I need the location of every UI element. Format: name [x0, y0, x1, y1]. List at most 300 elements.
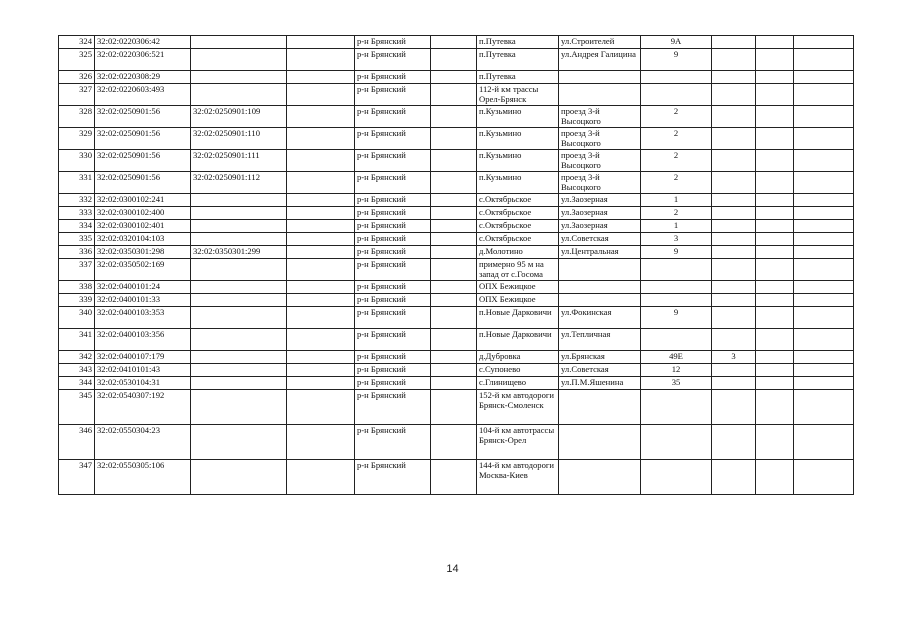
empty-cell [287, 49, 355, 71]
empty-cell [794, 377, 854, 390]
empty-cell [756, 246, 794, 259]
empty-cell [431, 84, 477, 106]
empty-cell [431, 172, 477, 194]
cadastral-number: 32:02:0300102:401 [95, 220, 191, 233]
district: р-н Брянский [355, 425, 431, 460]
related-cadastral-number [191, 259, 287, 281]
table-row [59, 259, 854, 281]
cadastral-number: 32:02:0220308:29 [95, 71, 191, 84]
building-number [712, 36, 756, 49]
row-number: 328 [59, 106, 95, 128]
cadastral-number: 32:02:0220603:493 [95, 84, 191, 106]
locality: 112-й км трассы Орел-Брянск [477, 84, 559, 106]
property-register-table [58, 35, 854, 495]
house-number: 49Е [641, 351, 712, 364]
district: р-н Брянский [355, 364, 431, 377]
locality: 104-й км автотрассы Брянск-Орел [477, 425, 559, 460]
table-row [59, 150, 854, 172]
empty-cell [794, 390, 854, 425]
district: р-н Брянский [355, 128, 431, 150]
empty-cell [756, 425, 794, 460]
locality: д.Молотино [477, 246, 559, 259]
empty-cell [431, 233, 477, 246]
house-number: 3 [641, 233, 712, 246]
empty-cell [794, 425, 854, 460]
empty-cell [431, 425, 477, 460]
street [559, 425, 641, 460]
empty-cell [794, 128, 854, 150]
table-row [59, 364, 854, 377]
related-cadastral-number [191, 49, 287, 71]
related-cadastral-number [191, 84, 287, 106]
street: ул.Заозерная [559, 194, 641, 207]
house-number: 2 [641, 207, 712, 220]
district: р-н Брянский [355, 49, 431, 71]
cadastral-number: 32:02:0540307:192 [95, 390, 191, 425]
empty-cell [431, 207, 477, 220]
district: р-н Брянский [355, 220, 431, 233]
table-row [59, 425, 854, 460]
row-number: 342 [59, 351, 95, 364]
table-row [59, 233, 854, 246]
district: р-н Брянский [355, 233, 431, 246]
related-cadastral-number [191, 194, 287, 207]
empty-cell [431, 71, 477, 84]
row-number: 338 [59, 281, 95, 294]
empty-cell [756, 259, 794, 281]
related-cadastral-number: 32:02:0250901:110 [191, 128, 287, 150]
locality: ОПХ Бежицкое [477, 294, 559, 307]
empty-cell [287, 377, 355, 390]
street [559, 71, 641, 84]
related-cadastral-number [191, 294, 287, 307]
house-number: 2 [641, 150, 712, 172]
related-cadastral-number: 32:02:0250901:109 [191, 106, 287, 128]
row-number: 334 [59, 220, 95, 233]
empty-cell [287, 220, 355, 233]
street: проезд 3-й Высоцкого [559, 128, 641, 150]
building-number [712, 49, 756, 71]
cadastral-number: 32:02:0350301:298 [95, 246, 191, 259]
empty-cell [794, 49, 854, 71]
empty-cell [794, 233, 854, 246]
row-number: 329 [59, 128, 95, 150]
district: р-н Брянский [355, 329, 431, 351]
empty-cell [794, 194, 854, 207]
empty-cell [431, 307, 477, 329]
related-cadastral-number [191, 71, 287, 84]
building-number [712, 172, 756, 194]
street: ул.Фокинская [559, 307, 641, 329]
empty-cell [794, 207, 854, 220]
empty-cell [431, 150, 477, 172]
street: ул.Советская [559, 233, 641, 246]
street [559, 460, 641, 495]
empty-cell [756, 194, 794, 207]
empty-cell [287, 106, 355, 128]
related-cadastral-number [191, 36, 287, 49]
related-cadastral-number [191, 390, 287, 425]
street: ул.Заозерная [559, 220, 641, 233]
building-number [712, 425, 756, 460]
locality: 152-й км автодороги Брянск-Смоленск [477, 390, 559, 425]
locality: примерно 95 м на запад от с.Госома [477, 259, 559, 281]
locality: п.Кузьмино [477, 150, 559, 172]
row-number: 340 [59, 307, 95, 329]
building-number [712, 150, 756, 172]
district: р-н Брянский [355, 207, 431, 220]
table-row [59, 329, 854, 351]
building-number [712, 233, 756, 246]
house-number: 9 [641, 307, 712, 329]
house-number [641, 425, 712, 460]
row-number: 333 [59, 207, 95, 220]
empty-cell [287, 207, 355, 220]
empty-cell [287, 259, 355, 281]
row-number: 330 [59, 150, 95, 172]
empty-cell [431, 460, 477, 495]
related-cadastral-number [191, 233, 287, 246]
empty-cell [431, 36, 477, 49]
empty-cell [756, 460, 794, 495]
street: проезд 3-й Высоцкого [559, 150, 641, 172]
row-number: 327 [59, 84, 95, 106]
empty-cell [756, 172, 794, 194]
empty-cell [287, 71, 355, 84]
row-number: 325 [59, 49, 95, 71]
row-number: 347 [59, 460, 95, 495]
locality: 144-й км автодороги Москва-Киев [477, 460, 559, 495]
cadastral-number: 32:02:0400103:353 [95, 307, 191, 329]
empty-cell [431, 194, 477, 207]
empty-cell [431, 390, 477, 425]
house-number: 9 [641, 49, 712, 71]
related-cadastral-number [191, 307, 287, 329]
house-number: 1 [641, 220, 712, 233]
building-number [712, 364, 756, 377]
building-number [712, 71, 756, 84]
cadastral-number: 32:02:0550304:23 [95, 425, 191, 460]
locality: п.Путевка [477, 71, 559, 84]
empty-cell [287, 233, 355, 246]
house-number: 2 [641, 172, 712, 194]
related-cadastral-number [191, 351, 287, 364]
empty-cell [756, 49, 794, 71]
related-cadastral-number [191, 220, 287, 233]
empty-cell [287, 329, 355, 351]
empty-cell [756, 281, 794, 294]
locality: с.Октябрьское [477, 233, 559, 246]
street: проезд 3-й Высоцкого [559, 106, 641, 128]
empty-cell [794, 329, 854, 351]
table-row [59, 281, 854, 294]
table-row [59, 307, 854, 329]
empty-cell [287, 150, 355, 172]
empty-cell [756, 36, 794, 49]
house-number: 1 [641, 194, 712, 207]
empty-cell [287, 307, 355, 329]
building-number [712, 84, 756, 106]
empty-cell [756, 106, 794, 128]
empty-cell [431, 377, 477, 390]
table-body [59, 36, 854, 495]
row-number: 345 [59, 390, 95, 425]
house-number [641, 259, 712, 281]
house-number: 12 [641, 364, 712, 377]
related-cadastral-number [191, 377, 287, 390]
row-number: 324 [59, 36, 95, 49]
district: р-н Брянский [355, 106, 431, 128]
row-number: 339 [59, 294, 95, 307]
district: р-н Брянский [355, 172, 431, 194]
district: р-н Брянский [355, 71, 431, 84]
building-number [712, 294, 756, 307]
empty-cell [287, 172, 355, 194]
building-number [712, 128, 756, 150]
cadastral-number: 32:02:0300102:241 [95, 194, 191, 207]
district: р-н Брянский [355, 259, 431, 281]
empty-cell [794, 172, 854, 194]
empty-cell [431, 281, 477, 294]
related-cadastral-number [191, 460, 287, 495]
empty-cell [794, 106, 854, 128]
street [559, 84, 641, 106]
row-number: 344 [59, 377, 95, 390]
house-number [641, 84, 712, 106]
empty-cell [756, 307, 794, 329]
cadastral-number: 32:02:0220306:42 [95, 36, 191, 49]
empty-cell [794, 364, 854, 377]
related-cadastral-number [191, 207, 287, 220]
locality: ОПХ Бежицкое [477, 281, 559, 294]
empty-cell [287, 36, 355, 49]
empty-cell [431, 220, 477, 233]
empty-cell [794, 150, 854, 172]
row-number: 343 [59, 364, 95, 377]
empty-cell [431, 106, 477, 128]
district: р-н Брянский [355, 194, 431, 207]
empty-cell [794, 220, 854, 233]
cadastral-number: 32:02:0400101:24 [95, 281, 191, 294]
empty-cell [756, 364, 794, 377]
cadastral-number: 32:02:0410101:43 [95, 364, 191, 377]
district: р-н Брянский [355, 246, 431, 259]
empty-cell [756, 294, 794, 307]
empty-cell [431, 329, 477, 351]
house-number [641, 281, 712, 294]
empty-cell [756, 377, 794, 390]
street: ул.П.М.Яшенина [559, 377, 641, 390]
table-row [59, 460, 854, 495]
empty-cell [794, 259, 854, 281]
empty-cell [287, 364, 355, 377]
related-cadastral-number: 32:02:0250901:111 [191, 150, 287, 172]
street: ул.Брянская [559, 351, 641, 364]
locality: п.Путевка [477, 36, 559, 49]
empty-cell [756, 128, 794, 150]
locality: п.Кузьмино [477, 106, 559, 128]
cadastral-number: 32:02:0250901:56 [95, 128, 191, 150]
street: ул.Тепличная [559, 329, 641, 351]
street: ул.Центральная [559, 246, 641, 259]
street: ул.Строителей [559, 36, 641, 49]
table-row [59, 194, 854, 207]
cadastral-number: 32:02:0250901:56 [95, 150, 191, 172]
cadastral-number: 32:02:0320104:103 [95, 233, 191, 246]
house-number [641, 390, 712, 425]
empty-cell [287, 294, 355, 307]
table-row [59, 84, 854, 106]
table-row [59, 36, 854, 49]
related-cadastral-number [191, 364, 287, 377]
house-number: 2 [641, 128, 712, 150]
house-number: 9А [641, 36, 712, 49]
row-number: 331 [59, 172, 95, 194]
empty-cell [794, 460, 854, 495]
street: ул.Советская [559, 364, 641, 377]
locality: п.Новые Дарковичи [477, 329, 559, 351]
empty-cell [794, 294, 854, 307]
table-row [59, 377, 854, 390]
row-number: 346 [59, 425, 95, 460]
empty-cell [794, 84, 854, 106]
page-number: 14 [446, 563, 459, 575]
district: р-н Брянский [355, 390, 431, 425]
cadastral-number: 32:02:0400107:179 [95, 351, 191, 364]
table-row [59, 220, 854, 233]
locality: с.Октябрьское [477, 194, 559, 207]
empty-cell [431, 294, 477, 307]
locality: п.Новые Дарковичи [477, 307, 559, 329]
district: р-н Брянский [355, 150, 431, 172]
district: р-н Брянский [355, 281, 431, 294]
cadastral-number: 32:02:0220306:521 [95, 49, 191, 71]
row-number: 332 [59, 194, 95, 207]
locality: с.Октябрьское [477, 207, 559, 220]
empty-cell [756, 220, 794, 233]
building-number: 3 [712, 351, 756, 364]
building-number [712, 106, 756, 128]
district: р-н Брянский [355, 307, 431, 329]
empty-cell [794, 36, 854, 49]
cadastral-number: 32:02:0530104:31 [95, 377, 191, 390]
table-row [59, 128, 854, 150]
cadastral-number: 32:02:0250901:56 [95, 106, 191, 128]
empty-cell [287, 84, 355, 106]
house-number [641, 329, 712, 351]
locality: п.Кузьмино [477, 128, 559, 150]
empty-cell [287, 194, 355, 207]
cadastral-number: 32:02:0400103:356 [95, 329, 191, 351]
empty-cell [756, 329, 794, 351]
table-row [59, 172, 854, 194]
row-number: 326 [59, 71, 95, 84]
building-number [712, 307, 756, 329]
building-number [712, 377, 756, 390]
empty-cell [431, 364, 477, 377]
related-cadastral-number [191, 329, 287, 351]
empty-cell [287, 128, 355, 150]
building-number [712, 259, 756, 281]
cadastral-number: 32:02:0400101:33 [95, 294, 191, 307]
building-number [712, 390, 756, 425]
district: р-н Брянский [355, 460, 431, 495]
empty-cell [287, 460, 355, 495]
building-number [712, 329, 756, 351]
empty-cell [287, 246, 355, 259]
building-number [712, 220, 756, 233]
empty-cell [287, 351, 355, 364]
house-number [641, 71, 712, 84]
locality: с.Супонево [477, 364, 559, 377]
row-number: 341 [59, 329, 95, 351]
empty-cell [287, 281, 355, 294]
district: р-н Брянский [355, 36, 431, 49]
district: р-н Брянский [355, 294, 431, 307]
related-cadastral-number: 32:02:0250901:112 [191, 172, 287, 194]
empty-cell [756, 390, 794, 425]
empty-cell [756, 207, 794, 220]
street: ул.Заозерная [559, 207, 641, 220]
row-number: 336 [59, 246, 95, 259]
street: проезд 3-й Высоцкого [559, 172, 641, 194]
house-number: 2 [641, 106, 712, 128]
street [559, 259, 641, 281]
building-number [712, 460, 756, 495]
empty-cell [756, 233, 794, 246]
locality: с.Октябрьское [477, 220, 559, 233]
related-cadastral-number [191, 281, 287, 294]
empty-cell [431, 351, 477, 364]
row-number: 337 [59, 259, 95, 281]
empty-cell [431, 259, 477, 281]
table-row [59, 246, 854, 259]
table-row [59, 351, 854, 364]
house-number: 35 [641, 377, 712, 390]
empty-cell [756, 351, 794, 364]
street [559, 390, 641, 425]
street [559, 294, 641, 307]
empty-cell [431, 246, 477, 259]
empty-cell [794, 351, 854, 364]
cadastral-number: 32:02:0350502:169 [95, 259, 191, 281]
table-row [59, 71, 854, 84]
empty-cell [756, 150, 794, 172]
house-number: 9 [641, 246, 712, 259]
related-cadastral-number [191, 425, 287, 460]
district: р-н Брянский [355, 351, 431, 364]
empty-cell [794, 246, 854, 259]
locality: п.Путевка [477, 49, 559, 71]
locality: п.Кузьмино [477, 172, 559, 194]
related-cadastral-number: 32:02:0350301:299 [191, 246, 287, 259]
empty-cell [287, 390, 355, 425]
locality: с.Глинищево [477, 377, 559, 390]
empty-cell [756, 84, 794, 106]
building-number [712, 194, 756, 207]
locality: д.Дубровка [477, 351, 559, 364]
cadastral-number: 32:02:0550305:106 [95, 460, 191, 495]
empty-cell [794, 71, 854, 84]
empty-cell [287, 425, 355, 460]
cadastral-number: 32:02:0250901:56 [95, 172, 191, 194]
empty-cell [794, 307, 854, 329]
district: р-н Брянский [355, 377, 431, 390]
row-number: 335 [59, 233, 95, 246]
house-number [641, 460, 712, 495]
house-number [641, 294, 712, 307]
table-row [59, 49, 854, 71]
